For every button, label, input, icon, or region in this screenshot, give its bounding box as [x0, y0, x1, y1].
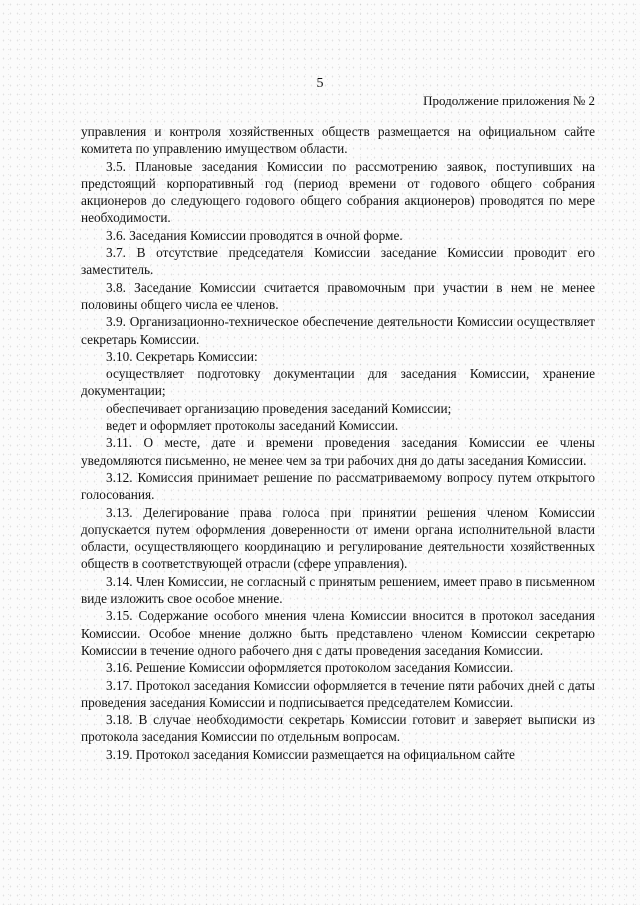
paragraph-3-6: 3.6. Заседания Комиссии проводятся в очной форме. — [106, 227, 403, 243]
paragraph-3-10-item-1: осуществляет подготовку документации для заседания Комиссии, хранение документации; — [81, 366, 595, 399]
paragraph-3-16: 3.16. Решение Комиссии оформляется протоколом заседания Комиссии. — [106, 660, 514, 676]
paragraph-3-11: 3.11. О месте, дате и времени проведения заседания Комиссии ее члены уведомляются письменно, не менее чем за три рабочих дня до даты заседания Комиссии. — [81, 435, 595, 468]
paragraph-continued: управления и контроля хозяйственных обществ размещается на официальном сайте комитета по управлению имуществом области. — [81, 124, 595, 157]
continuation-header: Продолжение приложения № 2 — [423, 93, 595, 108]
paragraph-3-15: 3.15. Содержание особого мнения члена Комиссии вносится в протокол заседания Комиссии. Особое мнение должно быть представлено членом Комиссии секретарю Комиссии в течение одного рабочего дня с даты проведения заседания Комиссии. — [81, 608, 595, 658]
paragraph-3-5: 3.5. Плановые заседания Комиссии по рассмотрению заявок, поступивших на предстоящий корпоративный год (период времени от годового общего собрания акционеров до следующего годового общего собрания акционеров) проводятся по мере необходимости. — [81, 158, 595, 226]
paragraph-3-13: 3.13. Делегирование права голоса при принятии решения членом Комиссии допускается путем оформления доверенности от имени органа исполнительной власти области, осуществляющего координацию и регулирование деятельности хозяйственных обществ в соответствующей отрасли (сфере управления). — [81, 504, 595, 572]
paragraph-3-8: 3.8. Заседание Комиссии считается правомочным при участии в нем не менее половины общего числа ее членов. — [81, 279, 595, 312]
paragraph-3-10-item-3: ведет и оформляет протоколы заседаний Комиссии. — [106, 418, 399, 434]
paragraph-3-10-item-2: обеспечивает организацию проведения заседаний Комиссии; — [106, 400, 452, 416]
paragraph-3-17: 3.17. Протокол заседания Комиссии оформляется в течение пяти рабочих дней с даты проведения заседания Комиссии и подписывается председателем Комиссии. — [81, 677, 595, 710]
paragraph-3-19: 3.19. Протокол заседания Комиссии размещается на официальном сайте — [106, 746, 515, 762]
paragraph-3-10: 3.10. Секретарь Комиссии: — [106, 348, 258, 364]
paragraph-3-9: 3.9. Организационно-техническое обеспечение деятельности Комиссии осуществляет секретарь Комиссии. — [81, 314, 595, 347]
paragraph-3-18: 3.18. В случае необходимости секретарь Комиссии готовит и заверяет выписки из протокола заседания Комиссии по отдельным вопросам. — [81, 712, 595, 745]
paragraph-3-12: 3.12. Комиссия принимает решение по рассматриваемому вопросу путем открытого голосования. — [81, 469, 595, 503]
document-body — [81, 123, 595, 763]
paragraph-3-14: 3.14. Член Комиссии, не согласный с принятым решением, имеет право в письменном виде изложить свое особое мнение. — [81, 573, 595, 607]
page-number: 5 — [316, 76, 324, 91]
paragraph-3-7: 3.7. В отсутствие председателя Комиссии заседание Комиссии проводит его заместитель. — [81, 245, 595, 278]
